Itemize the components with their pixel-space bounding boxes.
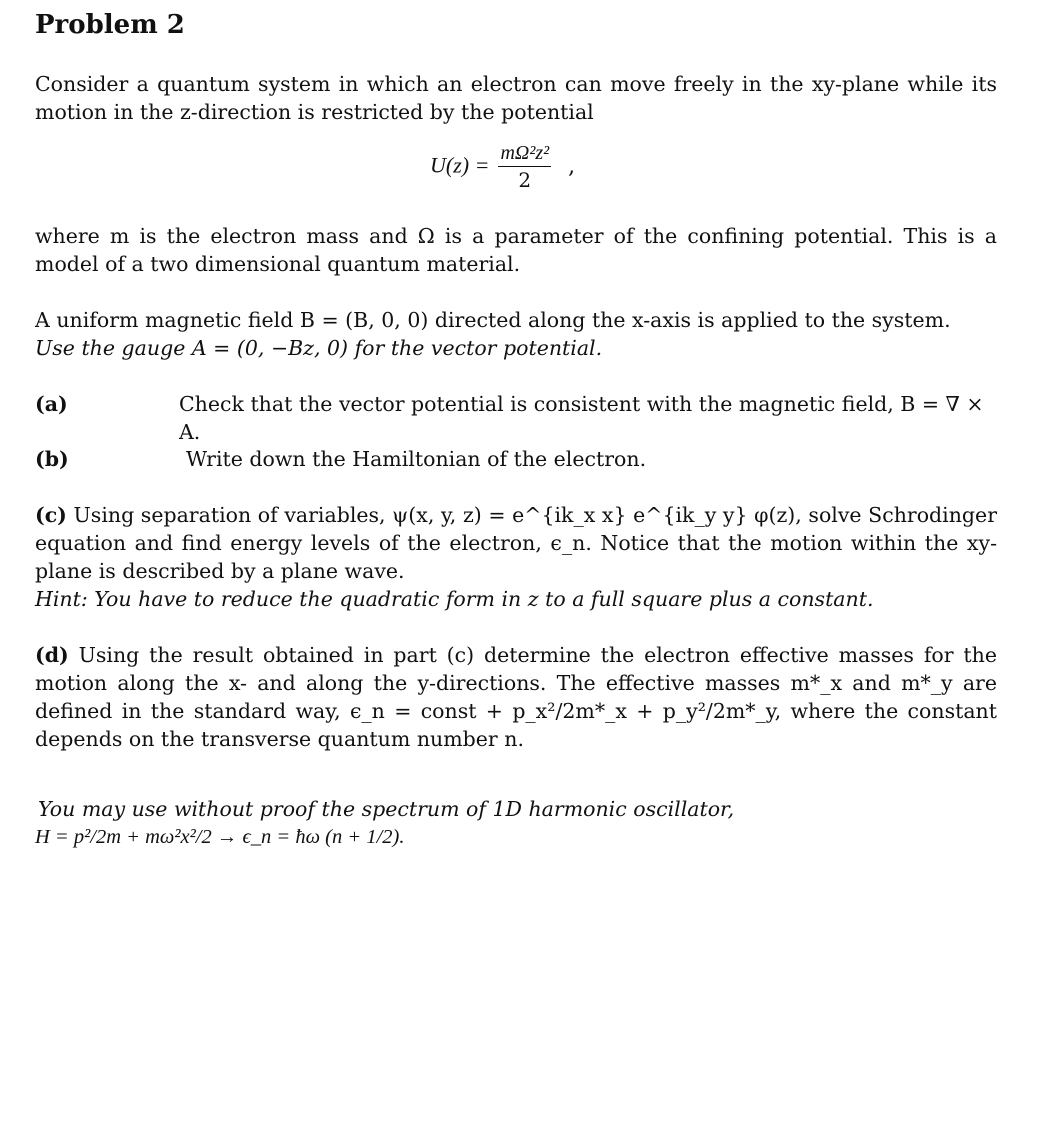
potential-equation	[430, 140, 575, 193]
part-c-text: Using separation of variables, ψ(x, y, z) = e^{ik_x x} e^{ik_y y} φ(z), solve Schrodinger equation and find energy levels of the electron, ϵ_n. Notice that the motion within the xy-plane is described by a plane wave.	[35, 503, 997, 583]
equation-comma: ,	[568, 153, 576, 179]
field-paragraph: A uniform magnetic field B = (B, 0, 0) directed along the x-axis is applied to the system.	[35, 308, 951, 332]
part-d-text: Using the result obtained in part (c) determine the electron effective masses for the motion along the x- and along the y-directions. The effective masses m*_x and m*_y are defined in the standard way, ϵ_n = const + p_x²/2m*_x + p_y²/2m*_y, where the constant depends on the transverse quantum number n.	[35, 643, 997, 751]
problem-title: Problem 2	[35, 10, 185, 40]
equation-lhs: U(z) =	[430, 152, 490, 178]
oscillator-formula: H = p²/2m + mω²x²/2 → ϵ_n = ħω (n + 1/2).	[35, 826, 405, 848]
part-b	[35, 445, 997, 473]
equation-denominator: 2	[518, 168, 532, 192]
gauge-paragraph: Use the gauge A = (0, −Bz, 0) for the vector potential.	[35, 336, 603, 360]
part-c-label: (c)	[35, 503, 67, 527]
part-a-label: (a)	[35, 392, 68, 416]
part-a	[35, 390, 997, 444]
equation-fraction	[498, 140, 551, 193]
part-a-text: Check that the vector potential is consistent with the magnetic field, B = ∇ × A.	[179, 392, 984, 444]
where-paragraph: where m is the electron mass and Ω is a parameter of the confining potential. This is a model of a two dimensional quantum material.	[35, 224, 997, 276]
part-c	[35, 501, 997, 585]
part-c-hint: Hint: You have to reduce the quadratic form in z to a full square plus a constant.	[35, 587, 874, 611]
part-d-label: (d)	[35, 643, 69, 667]
part-b-text: Write down the Hamiltonian of the electron.	[186, 447, 647, 471]
intro-paragraph: Consider a quantum system in which an electron can move freely in the xy-plane while its motion in the z-direction is restricted by the potential	[35, 72, 997, 124]
part-d	[35, 641, 997, 753]
equation-numerator: mΩ²z²	[498, 140, 551, 167]
part-b-label: (b)	[35, 447, 69, 471]
oscillator-note: You may use without proof the spectrum of 1D harmonic oscillator,	[38, 797, 735, 821]
